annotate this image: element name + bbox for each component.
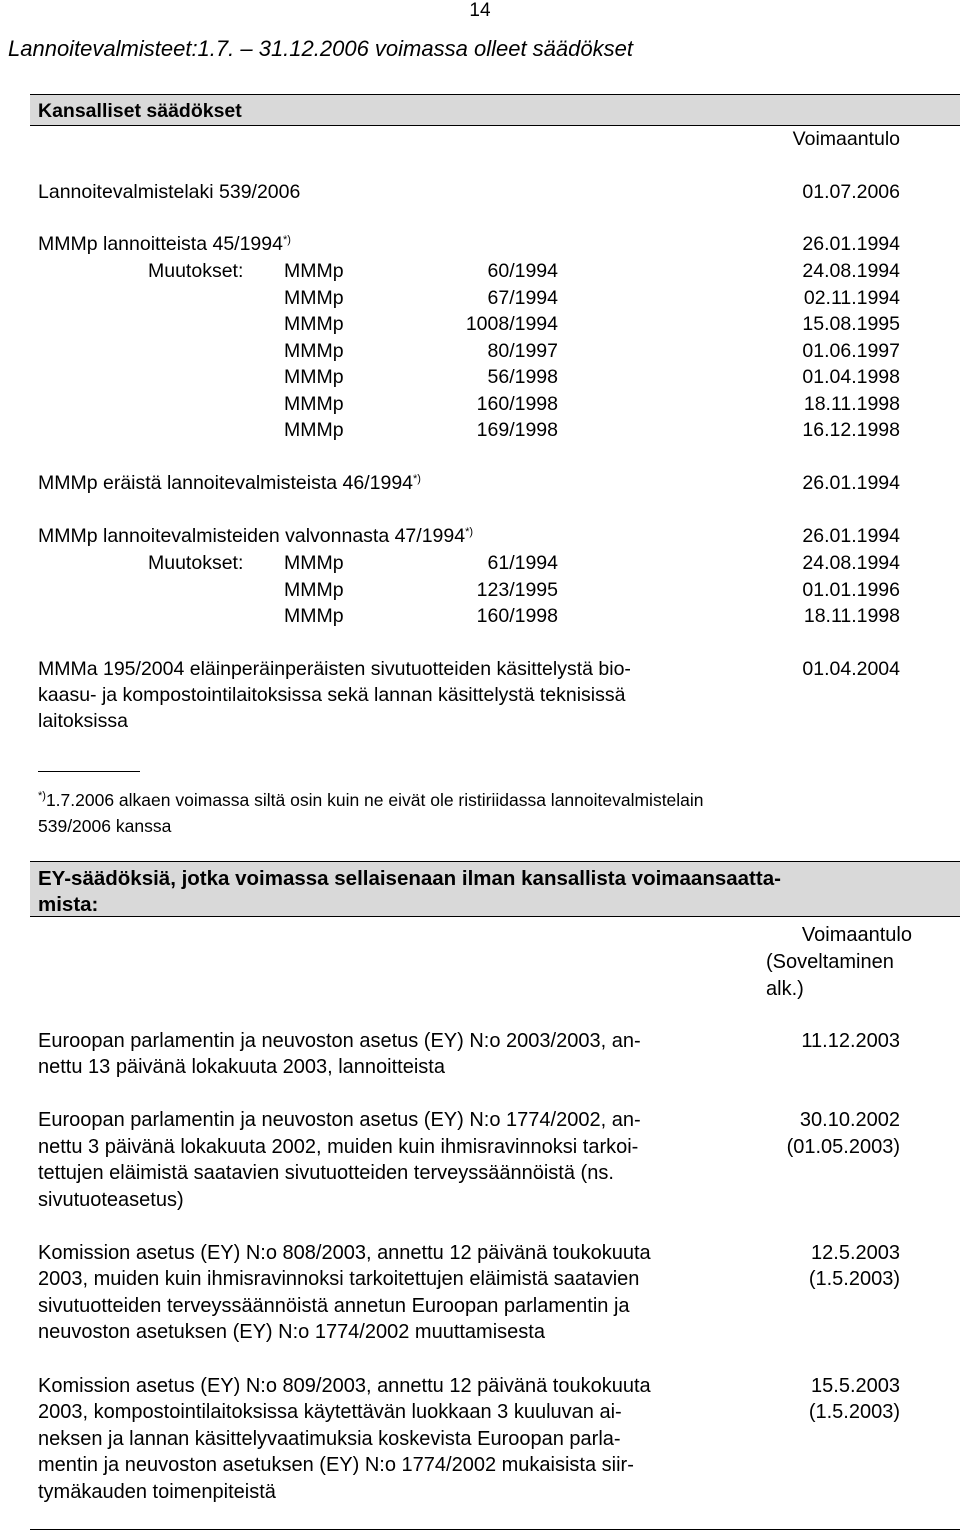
mmmp45-changes-label: Muutokset: bbox=[148, 260, 244, 282]
amendment-type: MMMp bbox=[284, 260, 344, 282]
column-header-voimaantulo: Voimaantulo bbox=[792, 128, 900, 150]
eu-item-1-date: 11.12.2003 bbox=[801, 1030, 900, 1052]
mmmp47-changes-label: Muutokset: bbox=[148, 552, 244, 574]
amendment-date: 01.04.1998 bbox=[802, 366, 900, 388]
eu-col-header-line: (Soveltaminen bbox=[766, 951, 894, 973]
footnote-line-2: 539/2006 kanssa bbox=[38, 816, 172, 836]
mmmp45-title bbox=[38, 231, 291, 257]
eu-item-4-line-5: tymäkauden toimenpiteistä bbox=[38, 1481, 276, 1503]
footnote-mark: *) bbox=[413, 473, 421, 485]
amendment-type: MMMp bbox=[284, 605, 344, 627]
amendment-date: 01.01.1996 bbox=[802, 578, 900, 601]
amendment-type: MMMp bbox=[284, 339, 344, 362]
amendment-date: 18.11.1998 bbox=[803, 392, 900, 415]
amendment-date: 24.08.1994 bbox=[802, 260, 900, 282]
mmmp45-title-text: MMMp lannoitteista 45/1994 bbox=[38, 233, 283, 255]
law-date: 01.07.2006 bbox=[802, 181, 900, 203]
amendment-type: MMMp bbox=[284, 552, 344, 574]
eu-item-3-line-1: Komission asetus (EY) N:o 808/2003, annettu 12 päivänä toukokuuta bbox=[38, 1242, 651, 1264]
mmmp46-title bbox=[38, 470, 421, 496]
eu-item-2-line-3: tettujen eläimistä saatavien sivutuotteiden terveyssäännöistä (ns. bbox=[38, 1162, 614, 1184]
eu-col-header-line: Voimaantulo bbox=[801, 924, 912, 946]
document-title: Lannoitevalmisteet:1.7. – 31.12.2006 voimassa olleet säädökset bbox=[8, 36, 633, 61]
amendment-date: 01.06.1997 bbox=[802, 339, 900, 362]
bottom-rule bbox=[30, 1529, 960, 1530]
eu-item-4-application-date: (1.5.2003) bbox=[808, 1401, 900, 1423]
eu-item-3-date: 12.5.2003 bbox=[811, 1242, 900, 1264]
amendment-date: 15.08.1995 bbox=[802, 313, 900, 335]
page-number: 14 bbox=[469, 0, 491, 21]
eu-column-header bbox=[766, 922, 912, 1003]
eu-heading-line-1: EY-säädöksiä, jotka voimassa sellaisenaan ilman kansallista voimaansaatta- bbox=[38, 867, 781, 890]
footnote-text: 1.7.2006 alkaen voimassa siltä osin kuin ne eivät ole ristiriidassa lannoitevalmistelain bbox=[45, 790, 704, 810]
eu-item-3-line-2: 2003, muiden kuin ihmisravinnoksi tarkoitettujen eläimistä saatavien bbox=[38, 1268, 640, 1290]
national-heading: Kansalliset säädökset bbox=[38, 100, 242, 122]
amendment-type: MMMp bbox=[284, 578, 344, 601]
eu-item-1-line-2: nettu 13 päivänä lokakuuta 2003, lannoitteista bbox=[38, 1056, 445, 1078]
footnote-rule bbox=[38, 771, 140, 772]
footnote-line-1 bbox=[38, 787, 704, 813]
amendment-type: MMMp bbox=[284, 313, 344, 335]
mmmp47-title bbox=[38, 523, 473, 549]
eu-item-4-line-2: 2003, kompostointilaitoksissa käytettävän luokkaan 3 kuuluvan ai- bbox=[38, 1401, 622, 1423]
eu-heading-line-2: mista: bbox=[38, 893, 99, 916]
amendment-number: 67/1994 bbox=[487, 286, 558, 309]
band-bottom-rule bbox=[30, 916, 960, 917]
amendment-number: 60/1994 bbox=[487, 260, 558, 282]
amendment-number: 160/1998 bbox=[476, 392, 558, 415]
eu-item-4-line-3: neksen ja lannan käsittelyvaatimuksia koskevista Euroopan parla- bbox=[38, 1428, 621, 1450]
eu-item-4-date: 15.5.2003 bbox=[811, 1375, 900, 1397]
eu-item-2-date: 30.10.2002 bbox=[799, 1109, 900, 1131]
mmma195-line-2: kaasu- ja kompostointilaitoksissa sekä lannan käsittelystä teknisissä bbox=[38, 684, 626, 706]
amendment-date: 18.11.1998 bbox=[803, 605, 900, 627]
amendment-date: 02.11.1994 bbox=[803, 286, 900, 309]
amendment-number: 80/1997 bbox=[487, 339, 558, 362]
amendment-number: 169/1998 bbox=[476, 419, 558, 441]
mmmp45-date: 26.01.1994 bbox=[802, 233, 900, 255]
eu-item-4-line-4: mentin ja neuvoston asetuksen (EY) N:o 1774/2002 mukaisista siir- bbox=[38, 1454, 634, 1476]
amendment-number: 123/1995 bbox=[476, 578, 558, 601]
amendment-date: 24.08.1994 bbox=[802, 552, 900, 574]
amendment-date: 16.12.1998 bbox=[802, 419, 900, 441]
amendment-number: 1008/1994 bbox=[465, 313, 558, 335]
band-top-rule bbox=[30, 861, 960, 862]
amendment-type: MMMp bbox=[284, 392, 344, 415]
eu-item-2-line-1: Euroopan parlamentin ja neuvoston asetus (EY) N:o 1774/2002, an- bbox=[38, 1109, 641, 1131]
eu-item-4-line-1: Komission asetus (EY) N:o 809/2003, annettu 12 päivänä toukokuuta bbox=[38, 1375, 651, 1397]
mmmp46-date: 26.01.1994 bbox=[802, 472, 900, 494]
eu-item-3-application-date: (1.5.2003) bbox=[808, 1268, 900, 1290]
eu-item-2-line-4: sivutuoteasetus) bbox=[38, 1189, 184, 1211]
band-top-rule bbox=[30, 94, 960, 95]
footnote-mark: *) bbox=[282, 234, 291, 246]
amendment-number: 56/1998 bbox=[487, 366, 558, 388]
mmmp47-title-text: MMMp lannoitevalmisteiden valvonnasta 47/1994 bbox=[38, 525, 466, 547]
mmma195-date: 01.04.2004 bbox=[802, 658, 900, 680]
footnote-mark: *) bbox=[38, 790, 46, 802]
footnote-mark: *) bbox=[465, 526, 474, 538]
eu-item-2-line-2: nettu 3 päivänä lokakuuta 2002, muiden kuin ihmisravinnoksi tarkoi- bbox=[38, 1136, 639, 1158]
eu-item-3-line-4: neuvoston asetuksen (EY) N:o 1774/2002 muuttamisesta bbox=[38, 1321, 545, 1343]
law-title: Lannoitevalmistelaki 539/2006 bbox=[38, 181, 301, 203]
eu-item-2-application-date: (01.05.2003) bbox=[786, 1136, 900, 1158]
amendment-number: 160/1998 bbox=[476, 605, 558, 627]
mmma195-line-3: laitoksissa bbox=[38, 710, 128, 732]
eu-item-3-line-3: sivutuotteiden terveyssäännöistä annetun Euroopan parlamentin ja bbox=[38, 1295, 630, 1317]
mmma195-line-1: MMMa 195/2004 eläinperäinperäisten sivutuotteiden käsittelystä bio- bbox=[38, 658, 631, 680]
amendment-number: 61/1994 bbox=[487, 552, 558, 574]
mmmp46-title-text: MMMp eräistä lannoitevalmisteista 46/1994 bbox=[38, 472, 414, 494]
amendment-type: MMMp bbox=[284, 286, 344, 309]
amendment-type: MMMp bbox=[284, 419, 344, 441]
eu-col-header-line: alk.) bbox=[766, 978, 804, 1000]
mmmp47-date: 26.01.1994 bbox=[802, 525, 900, 547]
amendment-type: MMMp bbox=[284, 366, 344, 388]
eu-item-1-line-1: Euroopan parlamentin ja neuvoston asetus (EY) N:o 2003/2003, an- bbox=[38, 1030, 641, 1052]
